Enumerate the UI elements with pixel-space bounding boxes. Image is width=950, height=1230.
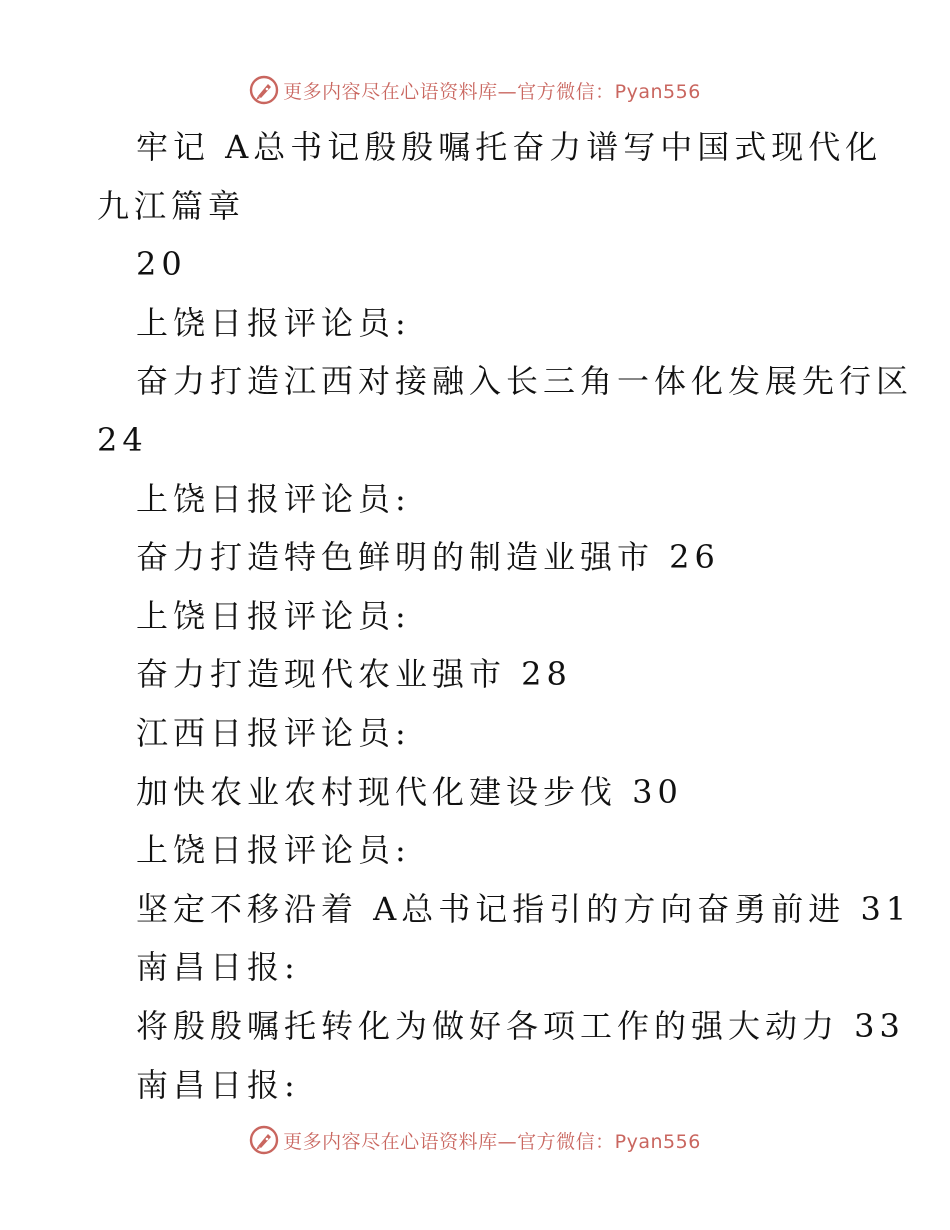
document-line: 加快农业农村现代化建设步伐 30 xyxy=(136,772,683,811)
pen-logo-icon xyxy=(249,75,279,105)
document-line: 上饶日报评论员: xyxy=(136,831,411,870)
document-line: 20 xyxy=(136,245,187,284)
document-line: 九江篇章 xyxy=(97,186,246,225)
document-line: 上饶日报评论员: xyxy=(136,596,411,635)
header-banner-text: 更多内容尽在心语资料库—官方微信：Pyan556 xyxy=(283,80,701,103)
document-line: 坚定不移沿着 A总书记指引的方向奋勇前进 31 xyxy=(136,889,912,928)
document-line: 南昌日报: xyxy=(136,1065,300,1104)
document-body xyxy=(0,118,950,1114)
document-line: 江西日报评论员: xyxy=(136,713,411,752)
document-line: 上饶日报评论员: xyxy=(136,303,411,342)
document-line: 牢记 A总书记殷殷嘱托奋力谱写中国式现代化 xyxy=(136,128,883,166)
document-line: 奋力打造特色鲜明的制造业强市 26 xyxy=(136,538,720,577)
document-line: 奋力打造现代农业强市 28 xyxy=(136,655,572,694)
document-line: 奋力打造江西对接融入长三角一体化发展先行区 xyxy=(136,362,914,401)
document-line: 南昌日报: xyxy=(136,948,300,987)
document-line: 上饶日报评论员: xyxy=(136,479,411,518)
footer-banner xyxy=(0,1120,950,1160)
footer-banner-text: 更多内容尽在心语资料库—官方微信：Pyan556 xyxy=(283,1130,701,1153)
document-line: 24 xyxy=(97,420,148,459)
document-line: 将殷殷嘱托转化为做好各项工作的强大动力 33 xyxy=(136,1006,905,1045)
pen-logo-icon xyxy=(249,1125,279,1155)
header-banner xyxy=(0,70,950,110)
